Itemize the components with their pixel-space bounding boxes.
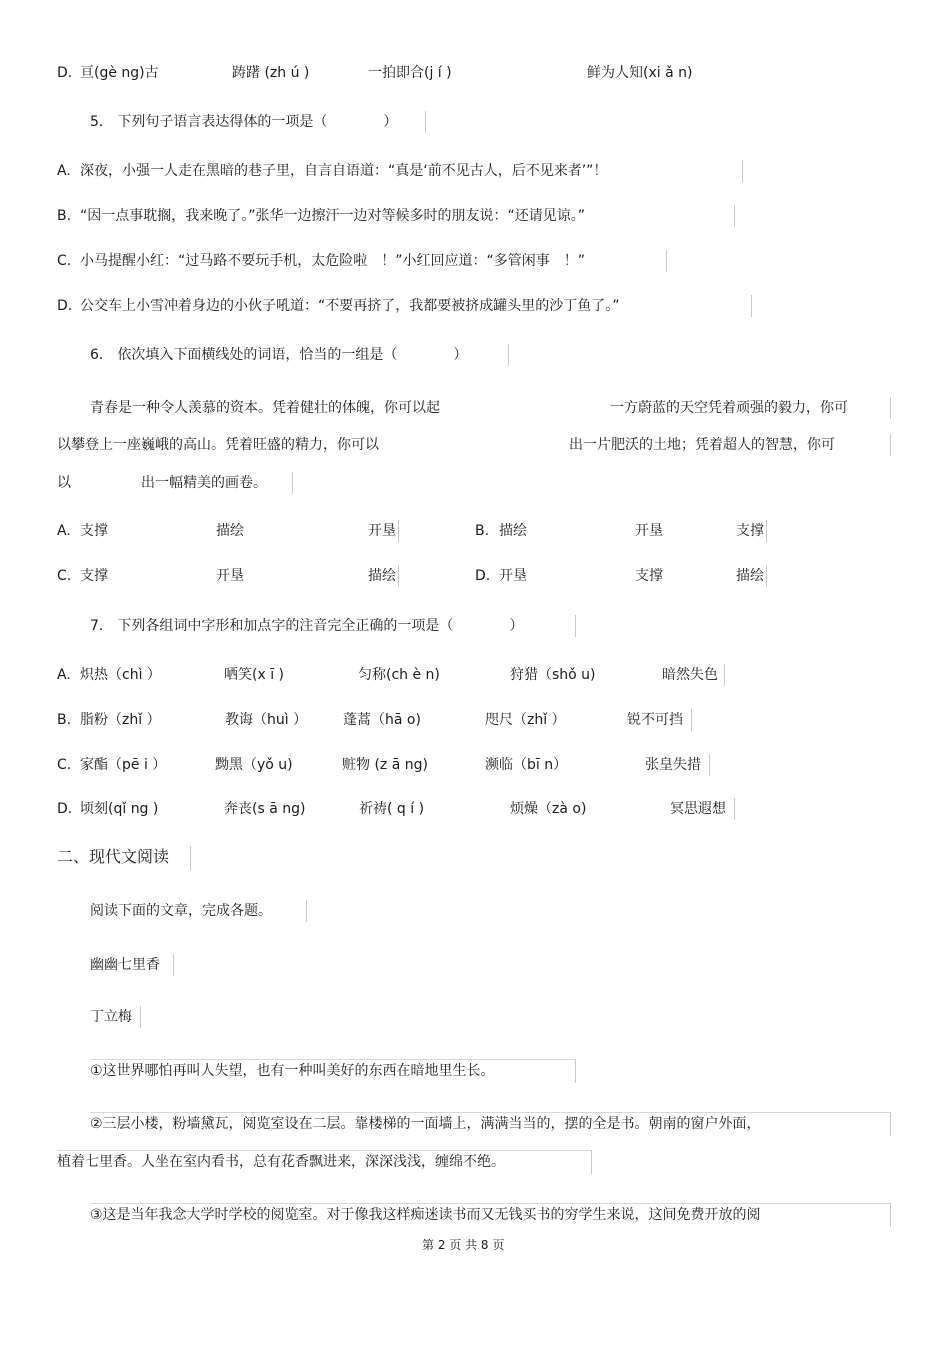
q7-option-d-label: D. [57,801,73,817]
paragraph-2-mid-rule [57,1150,592,1151]
q6-passage-3: 以攀登上一座巍峨的高山。凭着旺盛的精力，你可以 [57,437,379,453]
q7-b-item-5: 锐不可挡 [627,712,683,728]
q5-stem-rule [425,111,426,133]
paragraph-3: ③这是当年我念大学时学校的阅览室。对于像我这样痴迷读书而又无钱买书的穷学生来说，这间免费开放的阅 [90,1207,761,1223]
q6-option-b-rule [766,520,767,542]
paragraph-2-rule-1 [890,1112,891,1136]
page-footer: 第 2 页 共 8 页 [422,1238,505,1252]
q6-passage-rule-2 [890,434,891,456]
paragraph-1-rule [575,1059,576,1083]
paragraph-2-rule-2 [591,1150,592,1174]
q7-b-item-2: 教诲（huì ） [225,712,308,728]
q6-c-word-1: 支撑 [80,568,108,584]
article-author: 丁立梅 [90,1009,132,1025]
q6-c-word-2: 开垦 [216,568,244,584]
reading-intro: 阅读下面的文章，完成各题。 [90,903,272,919]
q6-stem-rule [508,344,509,366]
q4-d-item-2: 踌躇 (zh ú ) [232,65,310,81]
q7-option-a-rule [724,664,725,686]
paragraph-2-line-2: 植着七里香。人坐在室内看书，总有花香飘进来，深深浅浅，缠绵不绝。 [57,1154,505,1170]
q6-passage-5: 以 [57,475,71,491]
q6-a-word-1: 支撑 [80,523,108,539]
q7-stem-rule [575,615,576,637]
q7-option-a-label: A. [57,667,71,683]
paragraph-2-top-rule [90,1112,890,1113]
q6-option-d-rule [766,565,767,587]
q6-passage-6: 出一幅精美的画卷。 [141,475,267,491]
q6-passage-2: 一方蔚蓝的天空凭着顽强的毅力，你可 [610,400,848,416]
q7-c-item-4: 濒临（bī n） [485,757,568,773]
article-title-rule [173,954,174,976]
q6-passage-4: 出一片肥沃的土地；凭着超人的智慧，你可 [569,437,835,453]
q7-option-c-rule [709,754,710,776]
q6-b-word-2: 开垦 [635,523,663,539]
q5-option-b-text: “因一点事耽搁，我来晚了。”张华一边擦汗一边对等候多时的朋友说：“还请见谅。” [80,208,586,224]
q5-option-c-label: C. [57,253,72,269]
q7-a-item-5: 暗然失色 [662,667,718,683]
q6-b-word-1: 描绘 [499,523,527,539]
q6-option-c-label: C. [57,568,72,584]
q6-d-word-1: 开垦 [499,568,527,584]
q6-a-word-2: 描绘 [216,523,244,539]
q6-stem: 6． 依次填入下面横线处的词语，恰当的一组是（ ） [90,347,468,363]
paragraph-1-top-rule [90,1059,576,1060]
q6-passage-rule-1 [890,397,891,419]
paragraph-3-top-rule [90,1203,890,1204]
q7-c-item-3: 赃物 (z ā ng) [342,757,428,773]
q5-option-d-rule [751,295,752,317]
q7-a-item-4: 狩猎（shǒ u) [510,667,596,683]
q6-d-word-3: 描绘 [736,568,764,584]
q7-option-b-label: B. [57,712,72,728]
q4-option-d-label: D. [57,65,73,81]
q5-option-a-text: 深夜，小强一人走在黑暗的巷子里，自言自语道：“真是‘前不见古人，后不见来者’”！ [80,163,608,179]
q5-option-b-label: B. [57,208,72,224]
paragraph-3-rule [890,1203,891,1227]
q5-stem: 5． 下列句子语言表达得体的一项是（ ） [90,114,398,130]
q6-option-a-label: A. [57,523,71,539]
q4-d-item-1: 亘(gè ng)古 [80,65,159,81]
q6-c-word-3: 描绘 [368,568,396,584]
section-title-rule [190,846,191,870]
article-title: 幽幽七里香 [90,957,160,973]
reading-intro-rule [306,900,307,922]
q7-d-item-1: 顷刻(qǐ ng ) [80,801,159,817]
q7-option-c-label: C. [57,757,72,773]
q7-a-item-2: 哂笑(x ī ) [224,667,284,683]
q6-option-a-rule [398,520,399,542]
q7-d-item-3: 祈祷( q í ) [359,801,425,817]
article-author-rule [140,1006,141,1028]
q7-d-item-2: 奔丧(s ā ng) [224,801,306,817]
q6-option-c-rule [398,565,399,587]
paragraph-2-line-1: ②三层小楼，粉墙黛瓦，阅览室设在二层。靠楼梯的一面墙上，满满当当的，摆的全是书。朝南的窗户外面， [90,1116,761,1132]
q4-d-item-3: 一拍即合(j í ) [368,65,452,81]
q5-option-b-rule [734,205,735,227]
q7-option-d-rule [734,798,735,820]
q7-option-b-rule [691,709,692,731]
q5-option-d-text: 公交车上小雪冲着身边的小伙子吼道：“不要再挤了，我都要被挤成罐头里的沙丁鱼了。” [80,298,620,314]
q6-passage-rule-3 [292,472,293,494]
q6-a-word-3: 开垦 [368,523,396,539]
q4-d-item-4: 鲜为人知(xi ǎ n) [587,65,693,81]
q7-stem: 7． 下列各组词中字形和加点字的注音完全正确的一项是（ ） [90,618,524,634]
section-title: 二、现代文阅读 [57,847,170,866]
q7-d-item-5: 冥思遐想 [670,801,726,817]
q6-passage-1: 青春是一种令人羡慕的资本。凭着健壮的体魄，你可以起 [90,400,440,416]
q6-option-d-label: D. [475,568,491,584]
q6-d-word-2: 支撑 [635,568,663,584]
q7-a-item-3: 匀称(ch è n) [358,667,440,683]
q7-c-item-2: 黝黑（yǒ u) [215,757,293,773]
q7-b-item-4: 咫尺（zhǐ ） [485,712,566,728]
q5-option-a-label: A. [57,163,71,179]
q7-d-item-4: 烦燥（zà o) [510,801,587,817]
q5-option-d-label: D. [57,298,73,314]
q7-c-item-5: 张皇失措 [645,757,701,773]
q5-option-c-text: 小马提醒小红：“过马路不要玩手机，太危险啦 ！”小红回应道：“多管闲事 ！” [80,253,586,269]
q7-b-item-1: 脂粉（zhǐ ） [80,712,161,728]
q6-option-b-label: B. [475,523,490,539]
paragraph-1: ①这世界哪怕再叫人失望，也有一种叫美好的东西在暗地里生长。 [90,1063,495,1079]
q7-b-item-3: 蓬蒿（hā o) [343,712,421,728]
q5-option-c-rule [666,250,667,272]
q7-c-item-1: 家酯（pē i ） [80,757,167,773]
q5-option-a-rule [742,160,743,182]
q7-a-item-1: 炽热（chì ） [80,667,161,683]
q6-b-word-3: 支撑 [736,523,764,539]
